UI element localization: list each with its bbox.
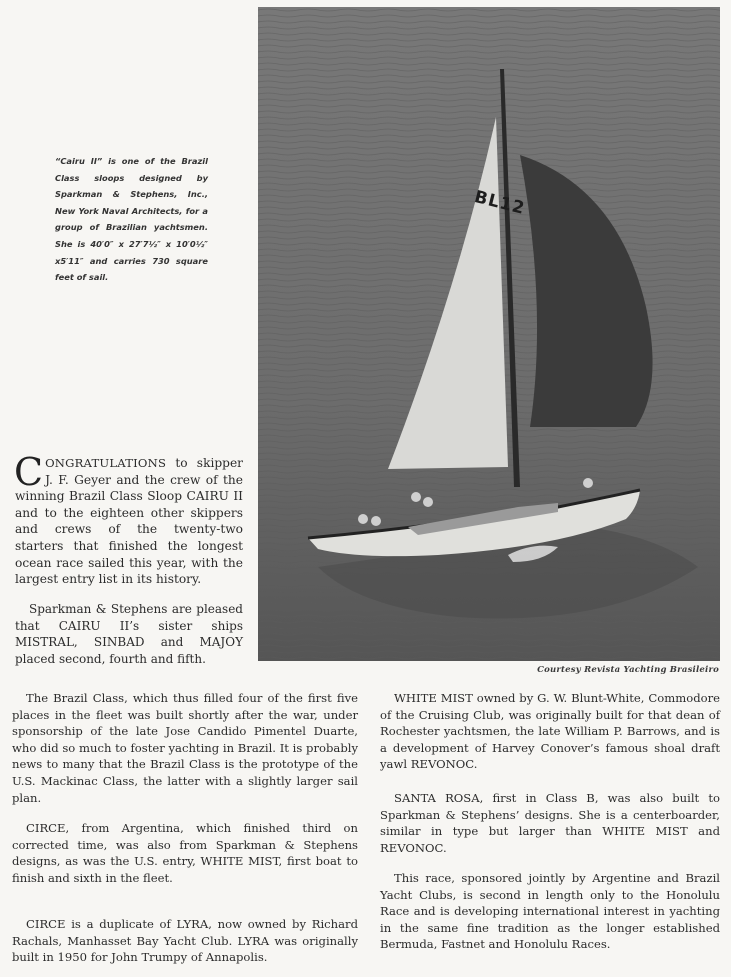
photo-caption: “Cairu II” is one of the Brazil Class sloops designed by Sparkman & Stephens, Inc., New York Naval Architects, for a group of Brazilian yachtsmen. She is 40′0″ x 27′7½″ x 10′0½″ x5′11″ and carries 730 square feet of sail. [55, 156, 208, 283]
paragraph-circe: CIRCE, from Argentina, which finished third on corrected time, was also from Sparkman & Stephens designs, as was the U.S. entry, WHITE MIST, first boat to finish and sixth in the fleet. [12, 821, 358, 885]
intro-lead: ONGRATULATIONS [45, 456, 167, 470]
crew [423, 497, 433, 507]
photo-credit: Courtesy Revista Yachting Brasileiro [537, 665, 719, 675]
paragraph-santa-rosa: SANTA ROSA, first in Class B, was also built to Sparkman & Stephens’ designs. She is a centerboarder, similar in type but larger than WHITE MIST and REVONOC. [380, 791, 720, 855]
paragraph-sister-ships: Sparkman & Stephens are pleased that CAIRU II’s sister ships MISTRAL, SINBAD and MAJOY placed second, fourth and fifth. [15, 602, 243, 666]
crew [411, 492, 421, 502]
intro-text: to skipper J. F. Geyer and the crew of the winning Brazil Class Sloop CAIRU II and to the eighteen other skippers and crews of the twenty-two starters that finished the longest ocean race sailed this year, with the largest entry list in its history. [15, 456, 243, 587]
sailboat-illustration [258, 7, 720, 661]
paragraph-brazil-class: The Brazil Class, which thus filled four of the first five places in the fleet was built shortly after the war, under sponsorship of the late Jose Candido Pimentel Duarte, who did so much to foster yachting in Brazil. It is probably news to many that the Brazil Class is the prototype of the U.S. Mackinac Class, the latter with a slightly larger sail plan. [12, 691, 358, 805]
crew [358, 514, 368, 524]
paragraph-race: This race, sponsored jointly by Argentine and Brazil Yacht Clubs, is second in length only to the Honolulu Race and is developing international interest in yachting in the same fine tradition as the longer established Bermuda, Fastnet and Honolulu Races. [380, 871, 720, 952]
paragraph-white-mist: WHITE MIST owned by G. W. Blunt-White, Commodore of the Cruising Club, was originally built for that dean of Rochester yachtsmen, the late William P. Barrows, and is a development of Harvey Conover’s famous shoal draft yawl REVONOC. [380, 691, 720, 772]
crew [583, 478, 593, 488]
paragraph-lyra: CIRCE is a duplicate of LYRA, now owned by Richard Rachals, Manhasset Bay Yacht Club. LYRA was originally built in 1950 for John Trumpy of Annapolis. [12, 917, 358, 965]
drop-cap: C [14, 450, 44, 494]
intro-paragraph [14, 450, 243, 588]
crew [371, 516, 381, 526]
sailboat-photo [258, 7, 720, 661]
sail-number: BL12 [472, 187, 528, 219]
